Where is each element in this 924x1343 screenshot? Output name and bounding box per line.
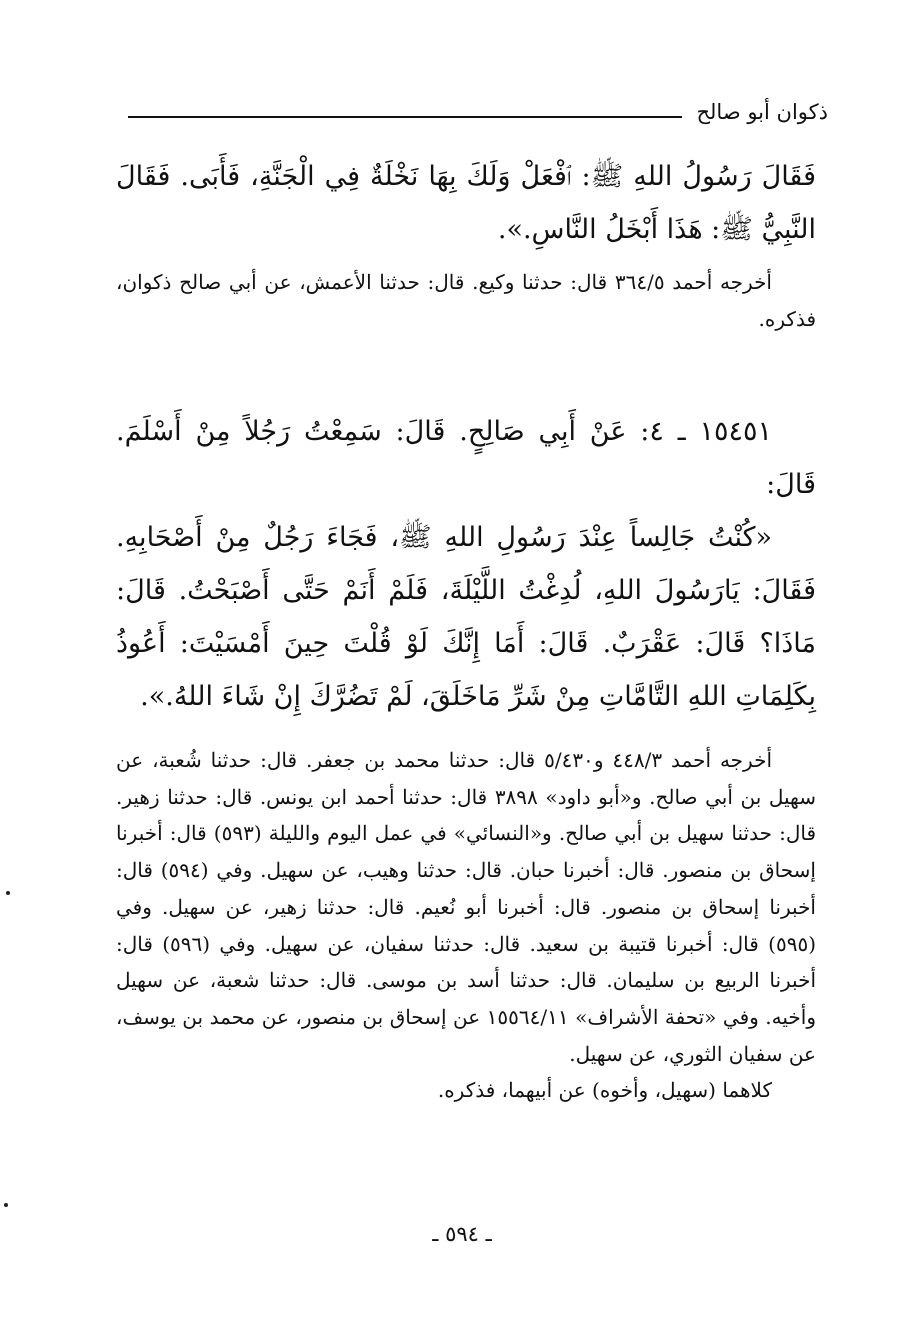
takhrij-closing: كلاهما (سهيل، وأخوه) عن أبيهما، فذكره. xyxy=(437,1078,772,1103)
page-number: ـ ٥٩٤ ـ xyxy=(432,1222,492,1246)
takhrij-section xyxy=(116,742,816,1109)
header-rule xyxy=(128,116,682,118)
previous-hadith-text: فَقَالَ رَسُولُ اللهِ ﷺ: ٱفْعَلْ وَلَكَ بِهَا نَخْلَةٌ فِي الْجَنَّةِ، فَأَبَى. فَقَالَ النَّبِيُّ ﷺ: هَذَا أَبْخَلُ النَّاسِ.». xyxy=(116,161,816,245)
previous-hadith-ending xyxy=(116,150,816,256)
hadith-text: «كُنْتُ جَالِساً عِنْدَ رَسُولِ اللهِ ﷺ، فَجَاءَ رَجُلٌ مِنْ أَصْحَابِهِ. فَقَالَ: يَارَسُولَ اللهِ، لُدِغْتُ اللَّيْلَةَ، فَلَمْ أَنَمْ حَتَّى أَصْبَحْتُ. قَالَ: مَاذَا؟ قَالَ: عَقْرَبٌ. قَالَ: أَمَا إِنَّكَ لَوْ قُلْتَ حِينَ أَمْسَيْتَ: أَعُوذُ بِكَلِمَاتِ اللهِ التَّامَّاتِ مِنْ شَرِّ مَاخَلَقَ، لَمْ تَضُرَّكَ إِنْ شَاءَ اللهُ.». xyxy=(116,522,816,712)
previous-takhrij-text: أخرجه أحمد ٣٦٤/٥ قال: حدثنا وكيع. قال: حدثنا الأعمش، عن أبي صالح ذكوان، فذكره. xyxy=(116,270,816,331)
hadith-intro: ١٥٤٥١ ـ ٤: عَنْ أَبِي صَالِحٍ. قَالَ: سَمِعْتُ رَجُلاً مِنْ أَسْلَمَ. قَالَ: xyxy=(116,416,816,500)
scan-mark-dot xyxy=(6,891,10,895)
running-header xyxy=(128,92,828,132)
hadith-15451 xyxy=(116,405,816,723)
scan-mark-dot xyxy=(4,1203,8,1207)
previous-takhrij xyxy=(116,264,816,337)
takhrij-text: أخرجه أحمد ٤٤٨/٣ و٥/٤٣٠ قال: حدثنا محمد بن جعفر. قال: حدثنا شُعبة، عن سهيل بن أبي صالح. و«أبو داود» ٣٨٩٨ قال: حدثنا أحمد ابن يونس. قال: حدثنا زهير. قال: حدثنا سهيل بن أبي صالح. و«النسائي» في عمل اليوم والليلة (٥٩٣) قال: أخبرنا إسحاق بن منصور. قال: أخبرنا حبان. قال: حدثنا وهيب، عن سهيل. وفي (٥٩٤) قال: أخبرنا إسحاق بن منصور. قال: أخبرنا أبو نُعيم. قال: حدثنا زهير، عن سهيل. وفي (٥٩٥) قال: أخبرنا قتيبة بن سعيد. قال: حدثنا سفيان، عن سهيل. وفي (٥٩٦) قال: أخبرنا الربيع بن سليمان. قال: حدثنا أسد بن موسى. قال: حدثنا شعبة، عن سهيل وأخيه. وفي «تحفة الأشراف» ١٥٥٦٤/١١ عن إسحاق بن منصور، عن محمد بن يوسف، عن سفيان الثوري، عن سهيل. xyxy=(116,748,817,1066)
header-title: ذكوان أبو صالح xyxy=(696,100,828,124)
